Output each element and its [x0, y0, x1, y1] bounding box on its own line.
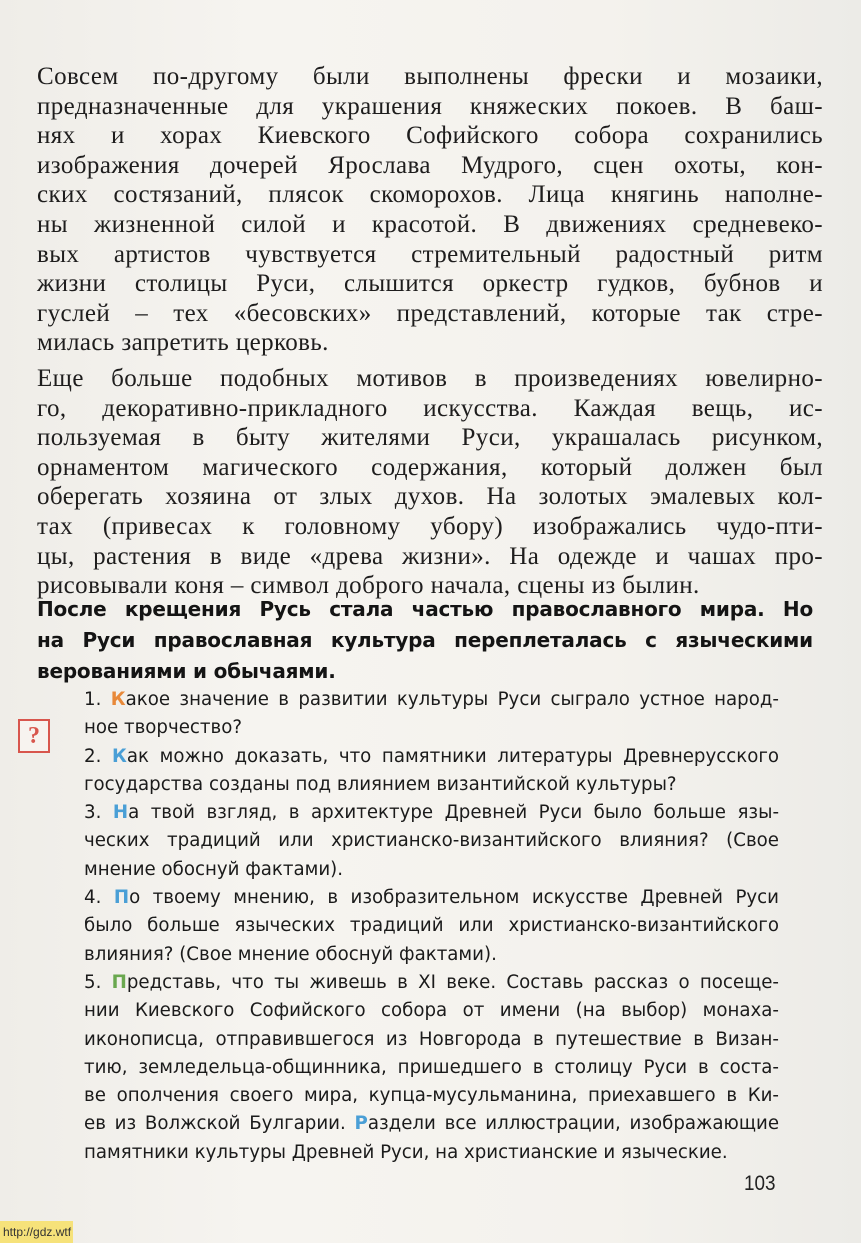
text-line: го, декоративно-прикладного искусства. Каждая вещь, ис- [37, 394, 823, 422]
question-line [84, 856, 779, 884]
question-text: ев из Волжской Булгарии. [84, 1113, 355, 1135]
question-line [84, 969, 779, 997]
question-text: а твой взгляд, в архитектуре Древней Руси было больше язы- [128, 802, 780, 824]
question-line [84, 912, 779, 940]
question-line [84, 686, 779, 714]
highlighted-initial: К [110, 689, 126, 710]
questions-list [84, 686, 779, 1167]
question-item [84, 884, 779, 969]
highlighted-initial: П [111, 971, 127, 993]
question-line [84, 1139, 779, 1167]
question-item [84, 969, 779, 1167]
highlighted-initial: Н [112, 802, 129, 824]
highlighted-initial: К [111, 745, 127, 767]
question-line [84, 941, 779, 969]
question-text: ве ополчения своего мира, купца-мусульманина, приехавшего в Ки- [84, 1085, 779, 1107]
text-line: ны жизненной силой и красотой. В движениях средневеко- [37, 210, 823, 238]
text-line: пользуемая в быту жителями Руси, украшалась рисунком, [37, 424, 823, 452]
highlighted-initial: П [113, 887, 130, 909]
question-text: 2. [84, 745, 112, 767]
question-text: ное творчество? [84, 717, 243, 739]
question-text: ак можно доказать, что памятники литературы Древнерусского [126, 745, 779, 767]
question-item [84, 686, 779, 743]
text-line: ских состязаний, плясок скоморохов. Лица княгинь наполне- [37, 181, 823, 209]
question-line [84, 743, 779, 771]
question-text: тию, земледельца-общинника, пришедшего в столицу Руси в соста- [84, 1056, 779, 1078]
question-text: акое значение в развитии культуры Руси сыграло устное народ- [125, 689, 779, 710]
text-line: на Руси православная культура переплеталась с языческими [37, 628, 813, 652]
text-line: нях и хорах Киевского Софийского собора сохранились [37, 122, 823, 150]
question-text: 3. [84, 802, 113, 824]
text-line: рисовывали коня – символ доброго начала, сцены из былин. [37, 572, 700, 600]
question-line [84, 1026, 779, 1054]
text-line: оберегать хозяина от злых духов. На золотых эмалевых кол- [37, 483, 823, 511]
text-line: предназначенные для украшения княжеских покоев. В баш- [37, 92, 823, 120]
question-line [84, 799, 779, 827]
question-line [84, 714, 779, 742]
text-line: вых артистов чувствуется стремительный радостный ритм [37, 240, 823, 268]
text-line: гуслей – тех «бесовских» представлений, которые так стре- [37, 299, 823, 327]
question-text: 4. [84, 887, 114, 909]
question-line [84, 1110, 779, 1138]
text-line: изображения дочерей Ярослава Мудрого, сцен охоты, кон- [37, 151, 823, 179]
text-line: Еще больше подобных мотивов в произведениях ювелирно- [37, 365, 823, 392]
question-line [84, 827, 779, 855]
text-line: тах (привесах к головному убору) изображались чудо-пти- [37, 512, 823, 540]
text-line: милась запретить церковь. [37, 329, 329, 357]
question-line [84, 884, 779, 912]
question-text: о твоему мнению, в изобразительном искусстве Древней Руси [129, 887, 779, 909]
question-line [84, 771, 779, 799]
text-line: Совсем по-другому были выполнены фрески и мозаики, [37, 63, 823, 90]
question-text: памятники культуры Древней Руси, на христианские и языческие. [84, 1141, 728, 1163]
text-line: орнаментом магического содержания, который должен был [37, 453, 823, 481]
question-text: было больше языческих традиций или христианско-византийского [84, 915, 779, 937]
question-item [84, 743, 779, 800]
question-text: ческих традиций или христианско-византийского влияния? (Свое [84, 830, 779, 852]
text-line: После крещения Русь стала частью православного мира. Но [37, 597, 813, 621]
watermark-link[interactable]: http://gdz.wtf [0, 1221, 73, 1243]
question-mark-symbol: ? [28, 722, 40, 749]
question-text: аздели все иллюстрации, изображающие [367, 1113, 780, 1135]
question-text: нии Киевского Софийского собора от имени (на выбор) монаха- [84, 1000, 779, 1022]
highlighted-initial: Р [354, 1113, 368, 1135]
question-text: редставь, что ты живешь в XI веке. Составь рассказ о посеще- [126, 971, 779, 993]
text-line: верованиями и обычаями. [37, 659, 336, 683]
question-text: государства созданы под влиянием византийской культуры? [84, 773, 677, 795]
text-line: цы, растения в виде «древа жизни». На одежде и чашах про- [37, 542, 823, 570]
text-line: жизни столицы Руси, слышится оркестр гудков, бубнов и [37, 270, 823, 298]
question-text: 5. [84, 971, 112, 993]
question-text: влияния? (Свое мнение обоснуй фактами). [84, 943, 497, 965]
question-line [84, 1082, 779, 1110]
question-line [84, 997, 779, 1025]
paragraph-jewelry [37, 364, 823, 601]
question-mark-icon [18, 719, 50, 753]
question-text: 1. [84, 689, 111, 710]
page-number: 103 [744, 1172, 776, 1195]
conclusion-bold-text [37, 594, 813, 687]
question-text: мнение обоснуй фактами). [84, 858, 344, 880]
question-item [84, 799, 779, 884]
paragraph-frescoes [37, 62, 823, 358]
question-text: иконописца, отправившегося из Новгорода в путешествие в Визан- [84, 1028, 779, 1050]
question-line [84, 1054, 779, 1082]
